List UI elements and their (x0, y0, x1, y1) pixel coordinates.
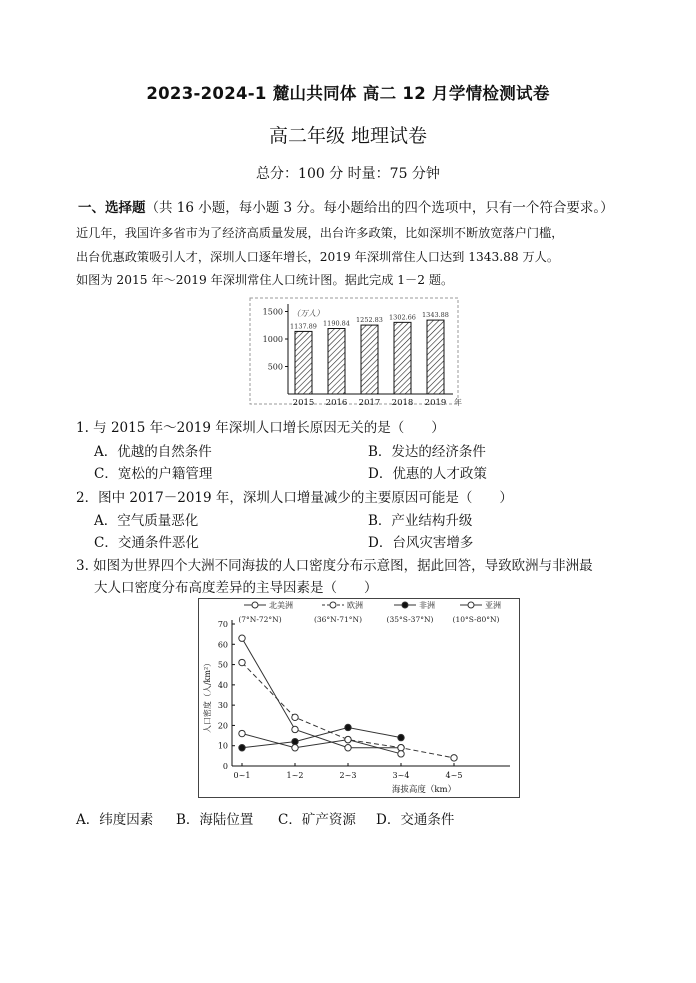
line-y-tick-label: 60 (217, 640, 228, 650)
bar-value-label: 1343.88 (422, 311, 449, 320)
line-x-tick-label: 3~4 (392, 771, 410, 780)
bar-y-tick-label: 1000 (262, 335, 283, 344)
question-1-option-d[interactable]: D．优惠的人才政策 (368, 466, 487, 482)
line-y-tick-label: 20 (217, 721, 228, 731)
legend-series-name: 亚洲 (485, 601, 501, 610)
bar-2016 (328, 329, 345, 394)
bar-y-tick-label: 500 (267, 362, 283, 372)
line-y-tick-label: 50 (217, 660, 228, 670)
series-point-3 (398, 751, 404, 757)
bar-2018 (394, 322, 411, 394)
population-density-line-chart (198, 598, 520, 798)
page-title: 2023-2024-1 麓山共同体 高二 12 月学情检测试卷 (146, 84, 550, 103)
bar-value-label: 1252.83 (356, 316, 383, 325)
bar-category-label: 2019 (424, 398, 447, 408)
series-point-1 (292, 714, 298, 720)
bar-2017 (361, 325, 378, 394)
question-3-option-b[interactable]: B．海陆位置 (176, 812, 254, 828)
line-y-tick-label: 10 (217, 741, 228, 751)
passage-line-2: 出台优惠政策吸引人才，深圳人口逐年增长，2019 年深圳常住人口达到 1343.88 万人。 (76, 250, 560, 264)
line-chart-frame (199, 599, 520, 798)
section-title: 一、选择题 (78, 200, 146, 216)
question-2-option-c[interactable]: C．交通条件恶化 (94, 535, 199, 551)
question-3-option-c[interactable]: C．矿产资源 (278, 812, 356, 828)
question-3-stem-line-1: 3. 如图为世界四个大洲不同海拔的人口密度分布示意图，据此回答，导致欧洲与非洲最 (76, 558, 593, 574)
line-x-tick-label: 4~5 (445, 771, 463, 780)
line-x-tick-label: 2~3 (339, 771, 357, 780)
question-2-option-b[interactable]: B．产业结构升级 (368, 513, 473, 529)
series-point-1 (398, 745, 404, 751)
series-point-0 (345, 745, 351, 751)
bar-value-label: 1302.66 (389, 313, 416, 322)
passage-line-3: 如图为 2015 年～2019 年深圳常住人口统计图。据此完成 1－2 题。 (76, 273, 454, 287)
series-point-3 (292, 745, 298, 751)
question-2-stem: 2．图中 2017－2019 年，深圳人口增量减少的主要原因可能是（ ） (76, 490, 513, 506)
bar-2019 (427, 320, 444, 394)
series-point-0 (239, 635, 245, 641)
question-1-option-b[interactable]: B．发达的经济条件 (368, 444, 486, 460)
bar-value-label: 1137.89 (290, 322, 317, 331)
legend-series-name: 欧洲 (347, 601, 363, 610)
bar-value-label: 1190.84 (323, 319, 350, 328)
exam-meta: 总分：100 分 时量：75 分钟 (256, 166, 440, 182)
bar-x-axis-label: 年 (454, 398, 462, 407)
series-point-3 (239, 730, 245, 736)
line-x-axis-label: 海拔高度（km） (391, 785, 457, 795)
line-y-tick-label: 40 (217, 680, 228, 690)
bar-2015 (295, 331, 312, 394)
population-bar-chart (248, 296, 462, 408)
line-x-tick-label: 0~1 (233, 771, 251, 780)
question-3-option-a[interactable]: A．纬度因素 (76, 812, 154, 828)
series-line-1 (242, 663, 454, 758)
bar-category-label: 2016 (325, 398, 348, 408)
series-line-0 (242, 638, 401, 748)
line-y-tick-label: 70 (217, 620, 228, 629)
legend-series-name: 非洲 (419, 601, 435, 610)
legend-series-name: 北美洲 (269, 601, 293, 610)
question-2-option-a[interactable]: A．空气质量恶化 (94, 513, 199, 529)
series-point-1 (239, 659, 245, 665)
bar-category-label: 2018 (391, 398, 414, 408)
legend-series-range: (36°N-71°N) (313, 615, 363, 624)
question-1-stem: 1. 与 2015 年～2019 年深圳人口增长原因无关的是（ ） (76, 420, 445, 436)
legend-series-range: (35°S-37°N) (386, 615, 434, 624)
question-3-option-d[interactable]: D．交通条件 (376, 812, 455, 828)
section-heading (78, 196, 614, 216)
line-y-tick-label: 0 (222, 762, 228, 771)
series-line-2 (242, 727, 401, 747)
passage-line-1: 近几年，我国许多省市为了经济高质量发展，出台许多政策，比如深圳不断放宽落户门槛， (76, 226, 564, 240)
legend-marker-0 (252, 602, 258, 608)
bar-category-label: 2017 (358, 398, 381, 408)
section-instructions: （共 16 小题，每小题 3 分。每小题给出的四个选项中，只有一个符合要求。） (145, 200, 614, 216)
bar-y-axis-label: （万人） (292, 309, 324, 318)
bar-category-label: 2015 (292, 398, 315, 408)
legend-marker-3 (468, 602, 474, 608)
series-point-2 (239, 745, 245, 751)
legend-marker-1 (330, 602, 336, 608)
series-point-0 (292, 726, 298, 732)
question-1-option-c[interactable]: C．宽松的户籍管理 (94, 466, 213, 482)
bar-y-tick-label: 1500 (262, 307, 283, 317)
question-2-option-d[interactable]: D．台风灾害增多 (368, 535, 474, 551)
series-point-1 (451, 755, 457, 761)
legend-series-range: (7°N-72°N) (238, 615, 282, 624)
line-y-axis-label: 人口密度（人/km²） (203, 658, 212, 734)
question-1-option-a[interactable]: A．优越的自然条件 (94, 444, 212, 460)
line-x-tick-label: 1~2 (286, 771, 304, 780)
line-y-tick-label: 30 (217, 701, 228, 711)
legend-marker-2 (402, 602, 408, 608)
series-point-3 (345, 736, 351, 742)
page-subtitle: 高二年级 地理试卷 (268, 125, 428, 147)
series-point-2 (398, 734, 404, 740)
series-point-2 (292, 738, 298, 744)
series-point-2 (345, 724, 351, 730)
question-3-stem-line-2: 大人口密度分布高度差异的主导因素是（ ） (94, 580, 378, 596)
legend-series-range: (10°S-80°N) (452, 615, 500, 624)
